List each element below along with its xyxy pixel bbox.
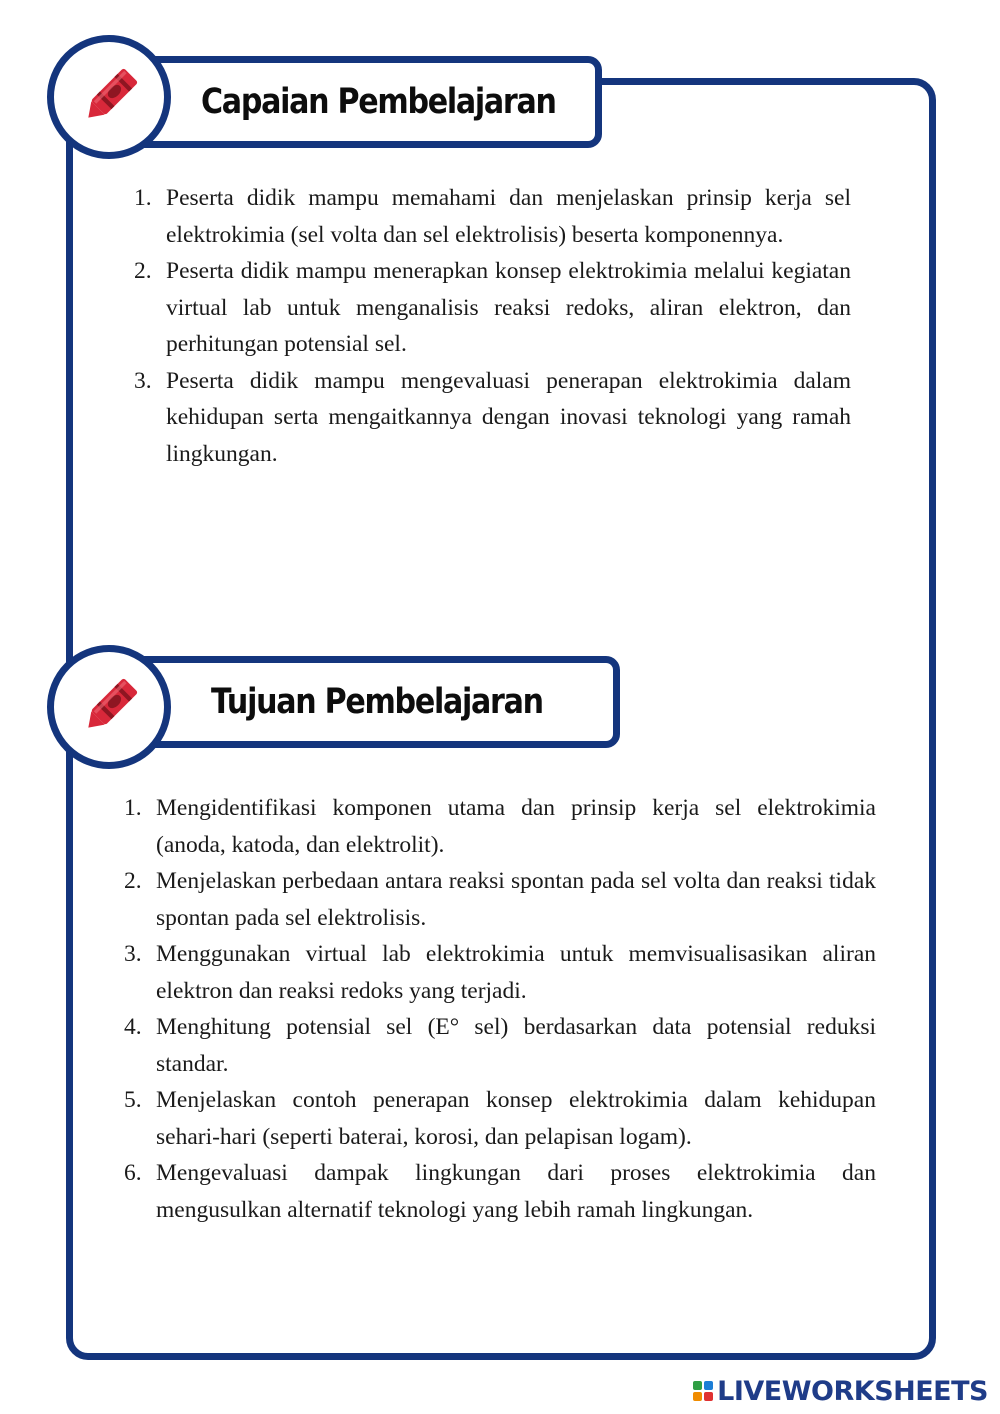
capaian-title: Capaian Pembelajaran [201, 82, 556, 122]
list-item [124, 936, 876, 1009]
crayon-icon [47, 35, 171, 159]
item-number: 1. [134, 185, 152, 211]
brand-logo-icon [693, 1381, 713, 1401]
item-text: Menghitung potensial sel (E° sel) berdasarkan data potensial reduksi standar. [156, 1014, 876, 1077]
item-text: Menggunakan virtual lab elektrokimia untuk memvisualisasikan aliran elektron dan reaksi redoks yang terjadi. [156, 941, 876, 1004]
list-item [134, 180, 851, 253]
item-text: Mengidentifikasi komponen utama dan prinsip kerja sel elektrokimia (anoda, katoda, dan elektrolit). [156, 795, 876, 858]
liveworksheets-logo[interactable] [693, 1375, 988, 1407]
list-item [124, 863, 876, 936]
item-text: Peserta didik mampu memahami dan menjelaskan prinsip kerja sel elektrokimia (sel volta dan sel elektrolisis) beserta komponennya. [166, 185, 851, 248]
item-number: 3. [134, 367, 152, 394]
item-number: 6. [124, 1160, 142, 1186]
item-number: 2. [134, 258, 152, 284]
item-text: Mengevaluasi dampak lingkungan dari proses elektrokimia dan mengusulkan alternatif teknologi yang lebih ramah lingkungan. [156, 1160, 876, 1223]
item-number: 1. [124, 795, 142, 821]
list-item [134, 253, 851, 363]
item-number: 4. [124, 1014, 142, 1040]
tujuan-title: Tujuan Pembelajaran [211, 682, 543, 722]
list-item [124, 1082, 876, 1155]
crayon-icon [47, 645, 171, 769]
list-item [124, 1155, 876, 1228]
list-item [124, 790, 876, 863]
item-text: Peserta didik mampu mengevaluasi penerapan elektrokimia dalam kehidupan serta mengaitkannya dengan inovasi teknologi yang ramah lingkungan. [166, 367, 851, 467]
item-number: 2. [124, 868, 142, 894]
tujuan-list [124, 790, 876, 1228]
item-number: 5. [124, 1087, 142, 1113]
item-text: Peserta didik mampu menerapkan konsep elektrokimia melalui kegiatan virtual lab untuk menganalisis reaksi redoks, aliran elektron, dan perhitungan potensial sel. [166, 258, 851, 357]
list-item [124, 1009, 876, 1082]
brand-name: LIVEWORKSHEETS [717, 1375, 988, 1407]
item-text: Menjelaskan perbedaan antara reaksi spontan pada sel volta dan reaksi tidak spontan pada sel elektrolisis. [156, 868, 876, 931]
item-text: Menjelaskan contoh penerapan konsep elektrokimia dalam kehidupan sehari-hari (seperti baterai, korosi, dan pelapisan logam). [156, 1087, 876, 1150]
capaian-list [134, 180, 851, 472]
item-number: 3. [124, 941, 142, 967]
tujuan-title-box [118, 656, 620, 748]
capaian-title-box [118, 56, 602, 148]
list-item [134, 363, 851, 473]
